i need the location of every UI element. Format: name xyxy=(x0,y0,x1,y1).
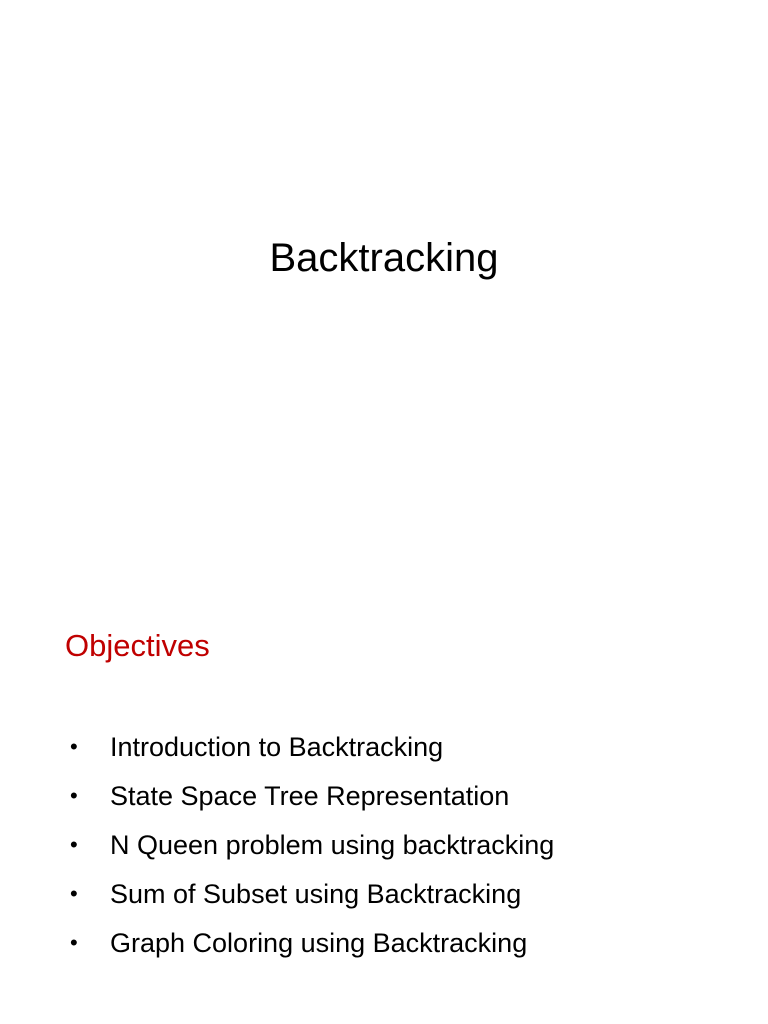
list-item xyxy=(66,722,554,771)
list-item xyxy=(66,771,554,820)
list-item xyxy=(66,820,554,869)
objectives-list xyxy=(66,722,554,967)
objectives-slide xyxy=(0,560,768,1024)
list-item-text: State Space Tree Representation xyxy=(110,780,510,811)
bullet-icon: • xyxy=(70,929,78,955)
list-item-text: N Queen problem using backtracking xyxy=(110,829,555,860)
list-item-text: Introduction to Backtracking xyxy=(110,731,444,762)
list-item-text: Graph Coloring using Backtracking xyxy=(110,927,528,958)
list-item xyxy=(66,918,554,967)
slide-title: Backtracking xyxy=(269,236,499,280)
bullet-icon: • xyxy=(70,831,78,857)
list-item-text: Sum of Subset using Backtracking xyxy=(110,878,522,909)
list-item xyxy=(66,869,554,918)
objectives-heading: Objectives xyxy=(65,628,210,663)
bullet-icon: • xyxy=(70,880,78,906)
bullet-icon: • xyxy=(70,733,78,759)
bullet-icon: • xyxy=(70,782,78,808)
